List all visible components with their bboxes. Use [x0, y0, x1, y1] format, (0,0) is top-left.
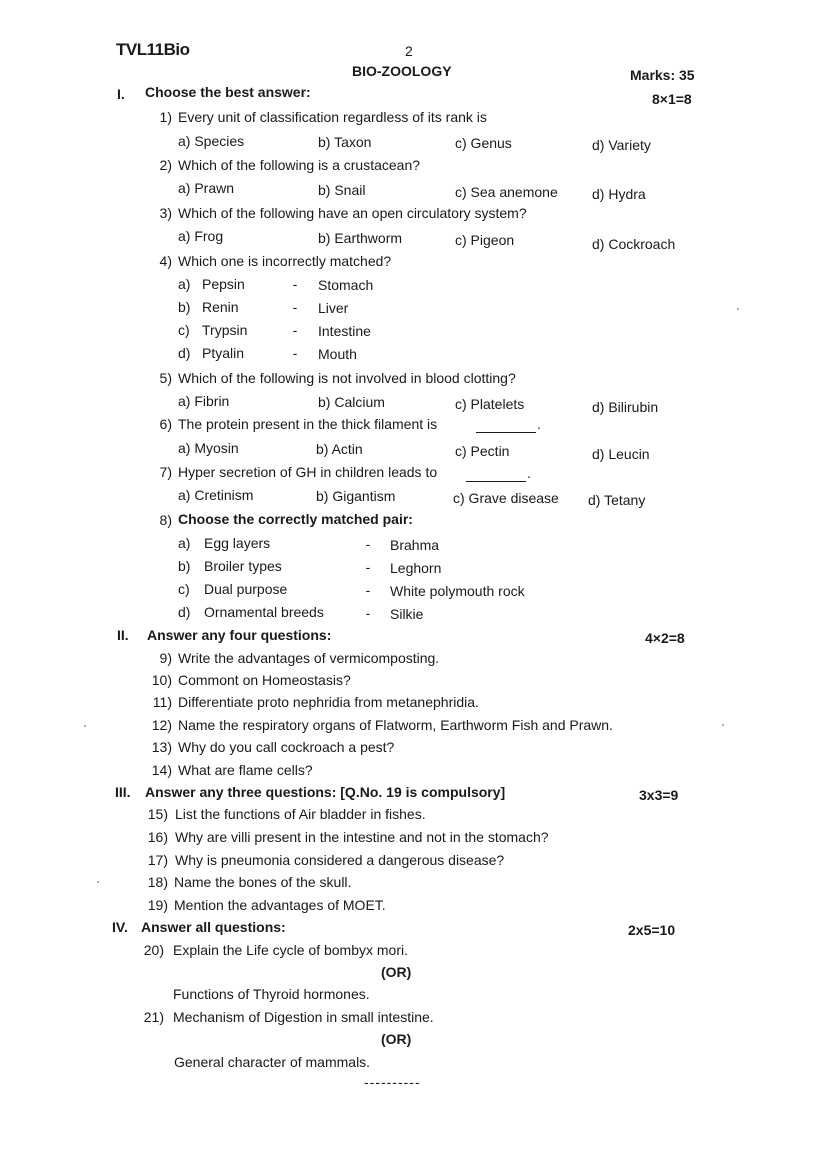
alternative-question: Functions of Thyroid hormones.: [173, 986, 370, 1002]
scan-speck: [737, 308, 739, 310]
subject-title: BIO-ZOOLOGY: [352, 63, 452, 79]
match-left: Pepsin: [202, 276, 245, 292]
total-marks: Marks: 35: [630, 67, 695, 83]
question-number: 15): [147, 806, 168, 822]
section-2-marks: 4×2=8: [645, 630, 685, 646]
match-left: Trypsin: [202, 322, 248, 338]
section-1-numeral: I.: [117, 86, 125, 102]
option-b: b) Gigantism: [316, 488, 396, 504]
question-text: Which of the following is a crustacean?: [178, 157, 421, 173]
option-b: b) Calcium: [318, 394, 385, 410]
option-d: d) Tetany: [588, 492, 646, 508]
option-a: a) Fibrin: [178, 393, 230, 409]
section-2-numeral: II.: [117, 627, 129, 643]
question-text: Which one is incorrectly matched?: [178, 253, 392, 269]
match-label: d): [178, 345, 191, 361]
question-number: 2): [159, 157, 172, 173]
match-label: b): [178, 299, 191, 315]
option-a: a) Myosin: [178, 440, 239, 456]
match-left: Renin: [202, 299, 239, 315]
match-dash: -: [292, 322, 298, 338]
section-2-title: Answer any four questions:: [147, 627, 332, 643]
option-c: c) Sea anemone: [455, 184, 558, 200]
or-separator: (OR): [381, 964, 412, 980]
question-number: 8): [159, 512, 172, 528]
option-d: d) Variety: [592, 137, 651, 153]
match-right: Mouth: [318, 346, 357, 362]
option-b: b) Earthworm: [318, 230, 403, 246]
match-dash: -: [365, 582, 371, 598]
question-number: 17): [147, 852, 168, 868]
option-c: c) Genus: [455, 135, 512, 151]
match-label: a): [178, 535, 191, 551]
match-right: Silkie: [390, 606, 424, 622]
match-left: Broiler types: [204, 558, 282, 574]
question-text: Differentiate proto nephridia from metanephridia.: [178, 694, 479, 710]
scan-speck: [84, 725, 86, 727]
section-4-marks: 2x5=10: [628, 922, 676, 938]
match-left: Egg layers: [204, 535, 271, 551]
question-number: 5): [159, 370, 172, 386]
match-label: b): [178, 558, 191, 574]
question-number: 14): [151, 762, 172, 778]
question-number: 4): [159, 253, 172, 269]
question-number: 13): [151, 739, 172, 755]
question-number: 1): [159, 109, 172, 125]
match-right: Stomach: [318, 277, 374, 293]
question-text: Which of the following is not involved in blood clotting?: [178, 370, 516, 386]
question-number: 12): [151, 717, 172, 733]
match-right: White polymouth rock: [390, 583, 525, 599]
question-text: Mention the advantages of MOET.: [174, 897, 386, 913]
match-right: Brahma: [390, 537, 440, 553]
page-number: 2: [405, 43, 413, 59]
alternative-question: General character of mammals.: [174, 1054, 371, 1070]
question-number: 9): [159, 650, 172, 666]
question-number: 21): [143, 1009, 164, 1025]
option-b: b) Snail: [318, 182, 366, 198]
match-dash: -: [292, 276, 298, 292]
match-dash: -: [292, 345, 298, 361]
option-d: d) Cockroach: [592, 236, 676, 252]
match-right: Liver: [318, 300, 349, 316]
option-a: a) Frog: [178, 228, 224, 244]
section-1-title: Choose the best answer:: [145, 84, 311, 100]
option-c: c) Platelets: [455, 396, 525, 412]
match-label: c): [178, 322, 190, 338]
question-text: Why do you call cockroach a pest?: [178, 739, 395, 755]
option-d: d) Hydra: [592, 186, 646, 202]
option-d: d) Leucin: [592, 446, 650, 462]
question-text: Mechanism of Digestion in small intestine.: [173, 1009, 434, 1025]
option-c: c) Grave disease: [453, 490, 559, 506]
option-a: a) Prawn: [178, 180, 235, 196]
question-text: Why is pneumonia considered a dangerous disease?: [175, 852, 505, 868]
end-of-paper-mark: ----------: [364, 1074, 421, 1090]
question-text: Why are villi present in the intestine and not in the stomach?: [175, 829, 549, 845]
question-text: Write the advantages of vermicomposting.: [178, 650, 440, 666]
question-number: 18): [147, 874, 168, 890]
option-b: b) Taxon: [318, 134, 372, 150]
match-label: d): [178, 604, 191, 620]
question-text: What are flame cells?: [178, 762, 313, 778]
or-separator: (OR): [381, 1031, 412, 1047]
option-c: c) Pigeon: [455, 232, 515, 248]
question-text: Explain the Life cycle of bombyx mori.: [173, 942, 408, 958]
match-right: Intestine: [318, 323, 371, 339]
question-text: Every unit of classification regardless of its rank is: [178, 109, 487, 125]
match-left: Ornamental breeds: [204, 604, 324, 620]
section-3-marks: 3x3=9: [639, 787, 679, 803]
option-a: a) Cretinism: [178, 487, 254, 503]
question-number: 19): [147, 897, 168, 913]
section-1-marks: 8×1=8: [652, 91, 692, 107]
section-4-numeral: IV.: [112, 919, 128, 935]
match-dash: -: [365, 536, 371, 552]
question-end: .: [537, 416, 541, 432]
option-b: b) Actin: [316, 441, 363, 457]
question-number: 3): [159, 205, 172, 221]
question-end: .: [527, 465, 531, 481]
section-3-numeral: III.: [115, 784, 131, 800]
match-dash: -: [365, 559, 371, 575]
question-text: The protein present in the thick filament is: [178, 416, 438, 432]
option-a: a) Species: [178, 133, 245, 149]
section-3-title: Answer any three questions: [Q.No. 19 is compulsory]: [145, 784, 506, 800]
question-number: 11): [152, 694, 172, 710]
match-dash: -: [365, 605, 371, 621]
match-label: a): [178, 276, 191, 292]
answer-blank: [466, 481, 526, 482]
question-number: 7): [159, 464, 172, 480]
match-left: Dual purpose: [204, 581, 288, 597]
question-text: Which of the following have an open circulatory system?: [178, 205, 527, 221]
question-number: 20): [143, 942, 164, 958]
answer-blank: [476, 432, 536, 433]
question-number: 10): [151, 672, 172, 688]
question-text: List the functions of Air bladder in fishes.: [175, 806, 426, 822]
question-text: Commont on Homeostasis?: [178, 672, 351, 688]
question-text: Name the respiratory organs of Flatworm, Earthworm Fish and Prawn.: [178, 717, 613, 733]
paper-code: TVL11Bio: [116, 40, 190, 59]
scan-speck: [97, 881, 99, 883]
question-text: Hyper secretion of GH in children leads to: [178, 464, 438, 480]
question-number: 16): [147, 829, 168, 845]
option-d: d) Bilirubin: [592, 399, 659, 415]
question-number: 6): [159, 416, 172, 432]
match-label: c): [178, 581, 190, 597]
match-left: Ptyalin: [202, 345, 245, 361]
question-text: Name the bones of the skull.: [174, 874, 352, 890]
option-c: c) Pectin: [455, 443, 510, 459]
match-right: Leghorn: [390, 560, 442, 576]
scan-speck: [722, 724, 724, 726]
question-text: Choose the correctly matched pair:: [178, 511, 413, 527]
match-dash: -: [292, 299, 298, 315]
section-4-title: Answer all questions:: [141, 919, 286, 935]
